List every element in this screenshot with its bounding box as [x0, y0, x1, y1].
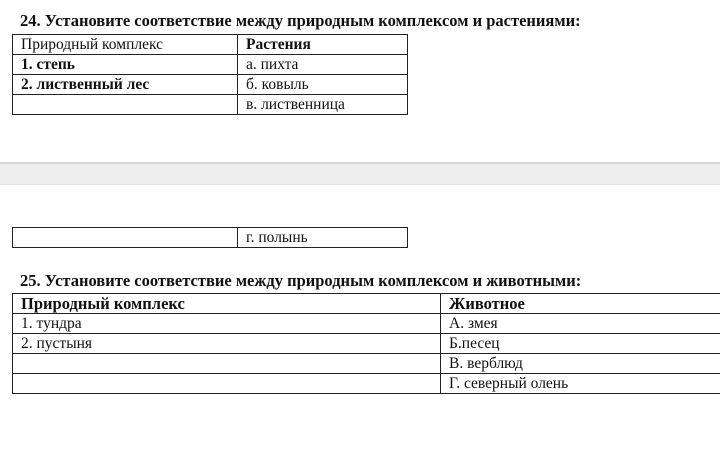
plant-cell: б. ковыль: [238, 75, 408, 95]
table-row: [13, 354, 720, 374]
table-header-row: [13, 294, 720, 314]
complex-cell: 1. степь: [13, 55, 238, 75]
complex-cell: 1. тундра: [13, 314, 441, 334]
plant-cell: в. лиственница: [238, 95, 408, 115]
question-24-table-continued: [12, 227, 408, 248]
table-row: [13, 374, 720, 394]
table-row: [13, 55, 408, 75]
animal-cell: Б.песец: [441, 334, 720, 354]
table-row: [13, 95, 408, 115]
table-row: [13, 314, 720, 334]
complex-cell: 2. лиственный лес: [13, 75, 238, 95]
question-25-table: [12, 293, 720, 394]
page-break: [0, 162, 720, 185]
animal-cell: А. змея: [441, 314, 720, 334]
animal-cell: Г. северный олень: [441, 374, 720, 394]
complex-cell: [13, 228, 238, 248]
complex-cell: [13, 95, 238, 115]
animal-cell: В. верблюд: [441, 354, 720, 374]
header-animal: Животное: [441, 294, 720, 314]
question-25-title: 25. Установите соответствие между природным комплексом и животными:: [20, 271, 582, 290]
question-24-title: 24. Установите соответствие между природным комплексом и растениями:: [20, 11, 581, 30]
table-row: [13, 228, 408, 248]
plant-cell: г. полынь: [238, 228, 408, 248]
header-natural-complex: Природный комплекс: [13, 35, 238, 55]
question-24-table: [12, 34, 408, 115]
complex-cell: [13, 374, 441, 394]
table-row: [13, 334, 720, 354]
table-row: [13, 75, 408, 95]
complex-cell: 2. пустыня: [13, 334, 441, 354]
header-natural-complex: Природный комплекс: [13, 294, 441, 314]
plant-cell: а. пихта: [238, 55, 408, 75]
complex-cell: [13, 354, 441, 374]
header-plants: Растения: [238, 35, 408, 55]
table-header-row: [13, 35, 408, 55]
